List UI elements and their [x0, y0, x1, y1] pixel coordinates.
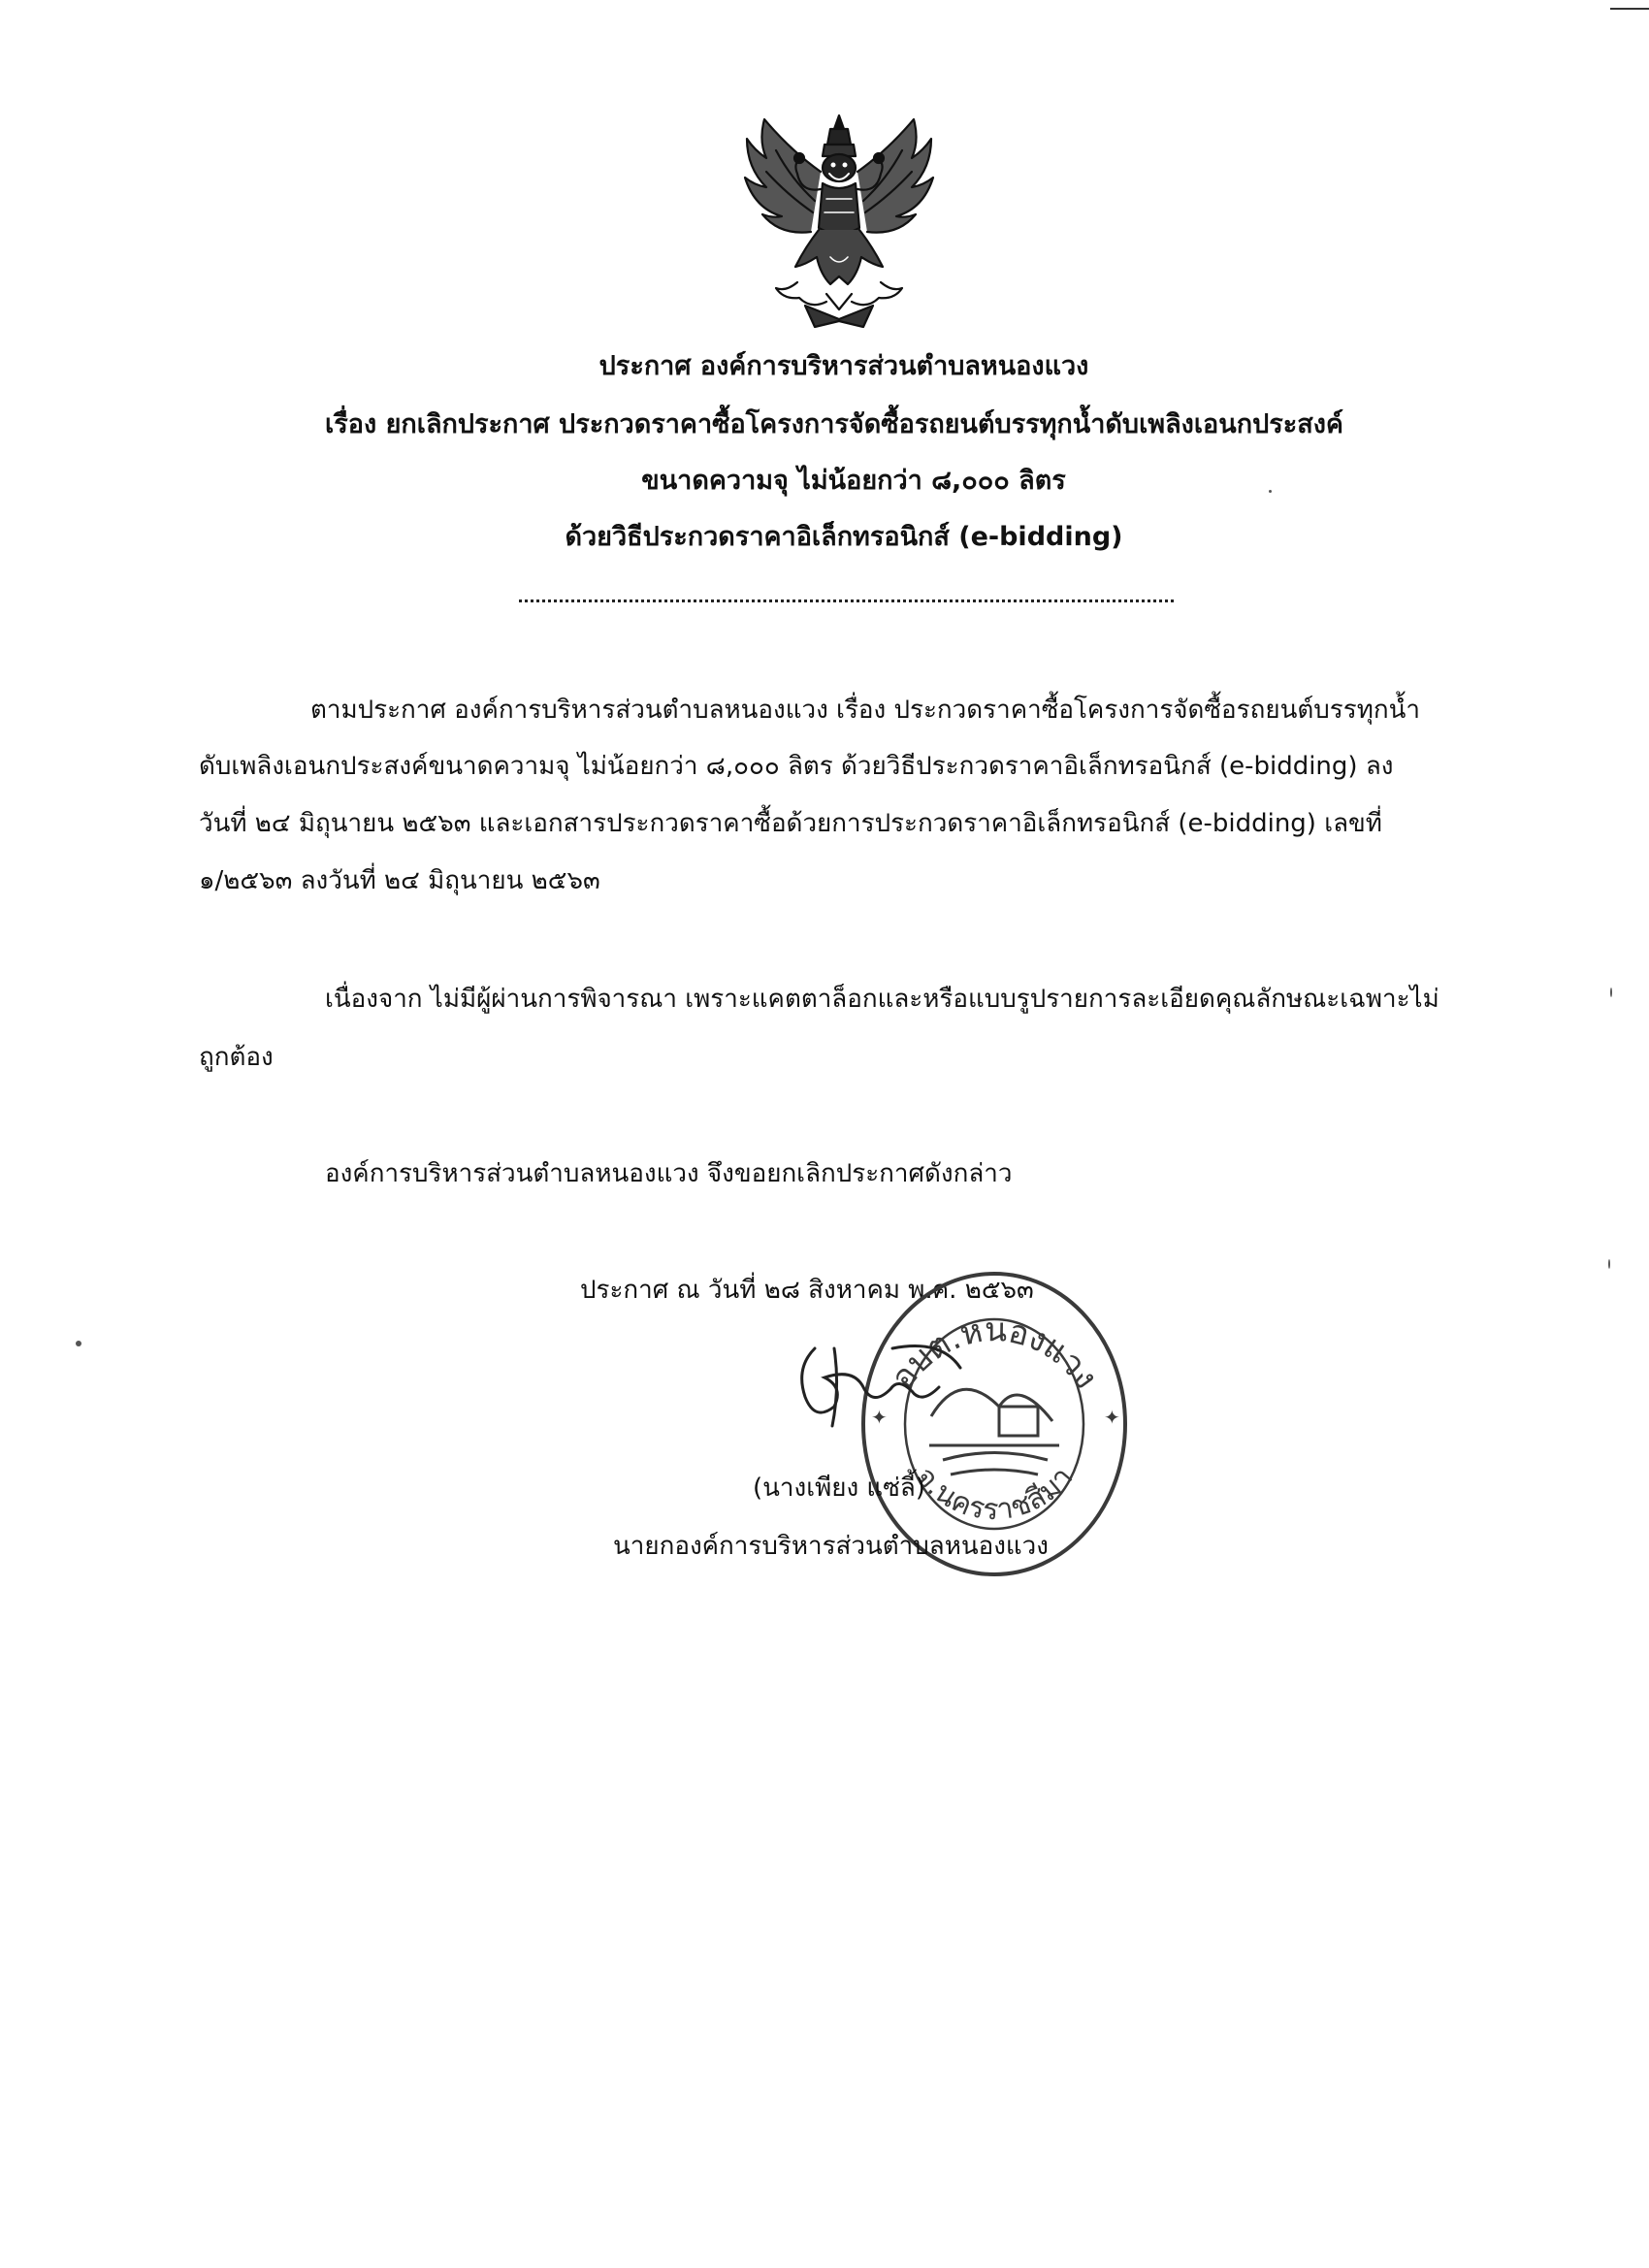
- scan-speck: [1610, 988, 1612, 997]
- announcement-title: ประกาศ องค์การบริหารส่วนตำบลหนองแวง: [598, 351, 1089, 381]
- paragraph-3-line-1: องค์การบริหารส่วนตำบลหนองแวง จึงขอยกเลิกประกาศดังกล่าว: [325, 1159, 1013, 1188]
- scan-speck: [76, 1341, 81, 1346]
- subject-method-line: ด้วยวิธีประกวดราคาอิเล็กทรอนิกส์ (e-bidding): [565, 522, 1123, 552]
- announcement-date: ประกาศ ณ วันที่ ๒๘ สิงหาคม พ.ศ. ๒๕๖๓: [580, 1276, 1034, 1305]
- header-divider: [519, 599, 1174, 602]
- signatory-title: นายกองค์การบริหารส่วนตำบลหนองแวง: [613, 1532, 1049, 1561]
- svg-text:✦: ✦: [871, 1406, 888, 1429]
- scan-speck: [1608, 1259, 1610, 1269]
- paragraph-2-line-2: ถูกต้อง: [199, 1043, 274, 1072]
- paragraph-2-line-1: เนื่องจาก ไม่มีผู้ผ่านการพิจารณา เพราะแคตตาล็อกและหรือแบบรูปรายการละเอียดคุณลักษณะเฉพาะไม่: [325, 985, 1439, 1014]
- signatory-name: (นางเพียง แซ่ลี้): [753, 1474, 925, 1503]
- paragraph-1-line-2: ดับเพลิงเอนกประสงค์ขนาดความจุ ไม่น้อยกว่า ๘,๐๐๐ ลิตร ด้วยวิธีประกวดราคาอิเล็กทรอนิกส์ (e-bidding) ลง: [199, 752, 1394, 781]
- scan-edge-mark: [1610, 8, 1649, 10]
- paragraph-1-line-4: ๑/๒๕๖๓ ลงวันที่ ๒๔ มิถุนายน ๒๕๖๓: [199, 866, 600, 895]
- paragraph-1-line-1: ตามประกาศ องค์การบริหารส่วนตำบลหนองแวง เรื่อง ประกวดราคาซื้อโครงการจัดซื้อรถยนต์บรรทุกน้ำ: [310, 696, 1420, 725]
- subject-capacity-line: ขนาดความจุ ไม่น้อยกว่า ๘,๐๐๐ ลิตร: [641, 466, 1066, 496]
- seal-bottom-text: จ.นครราชสีมา: [908, 1460, 1081, 1528]
- paragraph-1-line-3: วันที่ ๒๔ มิถุนายน ๒๕๖๓ และเอกสารประกวดราคาซื้อด้วยการประกวดราคาอิเล็กทรอนิกส์ (e-bidding) เลขที่: [199, 809, 1382, 838]
- subject-line: เรื่อง ยกเลิกประกาศ ประกวดราคาซื้อโครงการจัดซื้อรถยนต์บรรทุกน้ำดับเพลิงเอนกประสงค์: [325, 409, 1343, 439]
- svg-text:✦: ✦: [1104, 1406, 1120, 1429]
- garuda-emblem-icon: [737, 112, 941, 330]
- handwritten-signature: [776, 1329, 970, 1436]
- scan-speck: [1269, 490, 1272, 493]
- seal-top-text: อบต.หนองแวง: [883, 1311, 1106, 1397]
